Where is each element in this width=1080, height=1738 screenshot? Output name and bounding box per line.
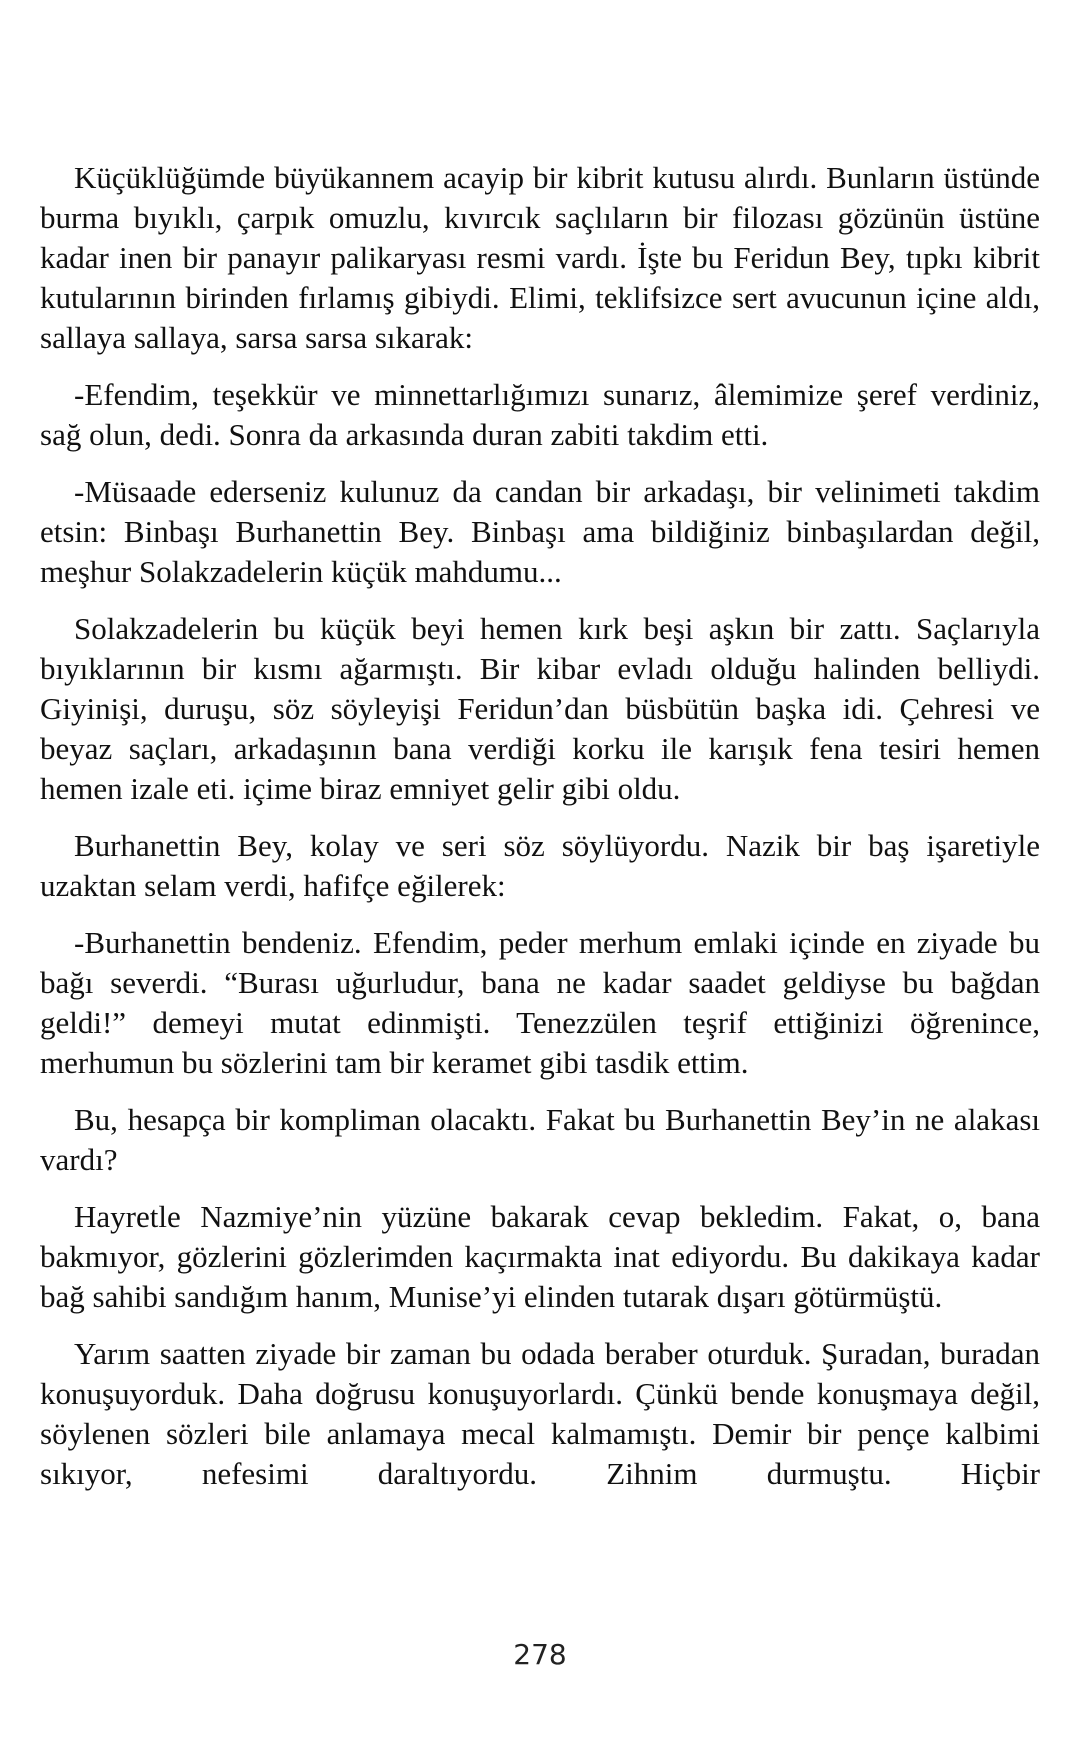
paragraph: Burhanettin Bey, kolay ve seri söz söylüyordu. Nazik bir baş işaretiyle uzaktan selam verdi, hafifçe eğilerek: bbox=[40, 828, 1040, 903]
paragraph: Küçüklüğümde büyükannem acayip bir kibrit kutusu alırdı. Bunların üstünde burma bıyıklı, çarpık omuzlu, kıvırcık saçlıların bir filozası gözünün üstüne kadar inen bir panayır palikaryası resmi vardı. İşte bu Feridun Bey, tıpkı kibrit kutularının birinden fırlamış gibiydi. Elimi, teklifsizce sert avucunun içine aldı, sallaya sallaya, sarsa sarsa sıkarak: bbox=[40, 160, 1040, 355]
paragraph: Yarım saatten ziyade bir zaman bu odada beraber oturduk. Şuradan, buradan konuşuyorduk. Daha doğrusu konuşuyorlardı. Çünkü bende konuşmaya değil, söylenen sözleri bile anlamaya mecal kalmamıştı. Demir bir pençe kalbimi sıkıyor, nefesimi daraltıyordu. Zihnim durmuştu. Hiçbir bbox=[40, 1336, 1040, 1491]
paragraph: Bu, hesapça bir kompliman olacaktı. Fakat bu Burhanettin Bey’in ne alakası vardı? bbox=[40, 1102, 1040, 1177]
paragraph: -Efendim, teşekkür ve minnettarlığımızı sunarız, âlemimize şeref verdiniz, sağ olun, dedi. Sonra da arkasında duran zabiti takdim etti. bbox=[40, 377, 1040, 452]
paragraph: Solakzadelerin bu küçük beyi hemen kırk beşi aşkın bir zattı. Saçlarıyla bıyıklarının bir kısmı ağarmıştı. Bir kibar evladı olduğu halinden belliydi. Giyinişi, duruşu, söz söyleyişi Feridun’dan büsbütün başka idi. Çehresi ve beyaz saçları, arkadaşının bana verdiği korku ile karışık fena tesiri hemen hemen izale eti. içime biraz emniyet gelir gibi oldu. bbox=[40, 611, 1040, 806]
paragraph: Hayretle Nazmiye’nin yüzüne bakarak cevap bekledim. Fakat, o, bana bakmıyor, gözlerini gözlerimden kaçırmakta inat ediyordu. Bu dakikaya kadar bağ sahibi sandığım hanım, Munise’yi elinden tutarak dışarı götürmüştü. bbox=[40, 1199, 1040, 1314]
page-text bbox=[40, 158, 1040, 1494]
page-number: 278 bbox=[513, 1638, 567, 1671]
paragraph: -Burhanettin bendeniz. Efendim, peder merhum emlaki içinde en ziyade bu bağı severdi. “Burası uğurludur, bana ne kadar saadet geldiyse bu bağdan geldi!” demeyi mutat edinmişti. Tenezzülen teşrif ettiğinizi öğrenince, merhumun bu sözlerini tam bir keramet gibi tasdik ettim. bbox=[40, 925, 1040, 1080]
paragraph: -Müsaade ederseniz kulunuz da candan bir arkadaşı, bir velinimeti takdim etsin: Binbaşı Burhanettin Bey. Binbaşı ama bildiğiniz binbaşılardan değil, meşhur Solakzadelerin küçük mahdumu... bbox=[40, 474, 1040, 589]
